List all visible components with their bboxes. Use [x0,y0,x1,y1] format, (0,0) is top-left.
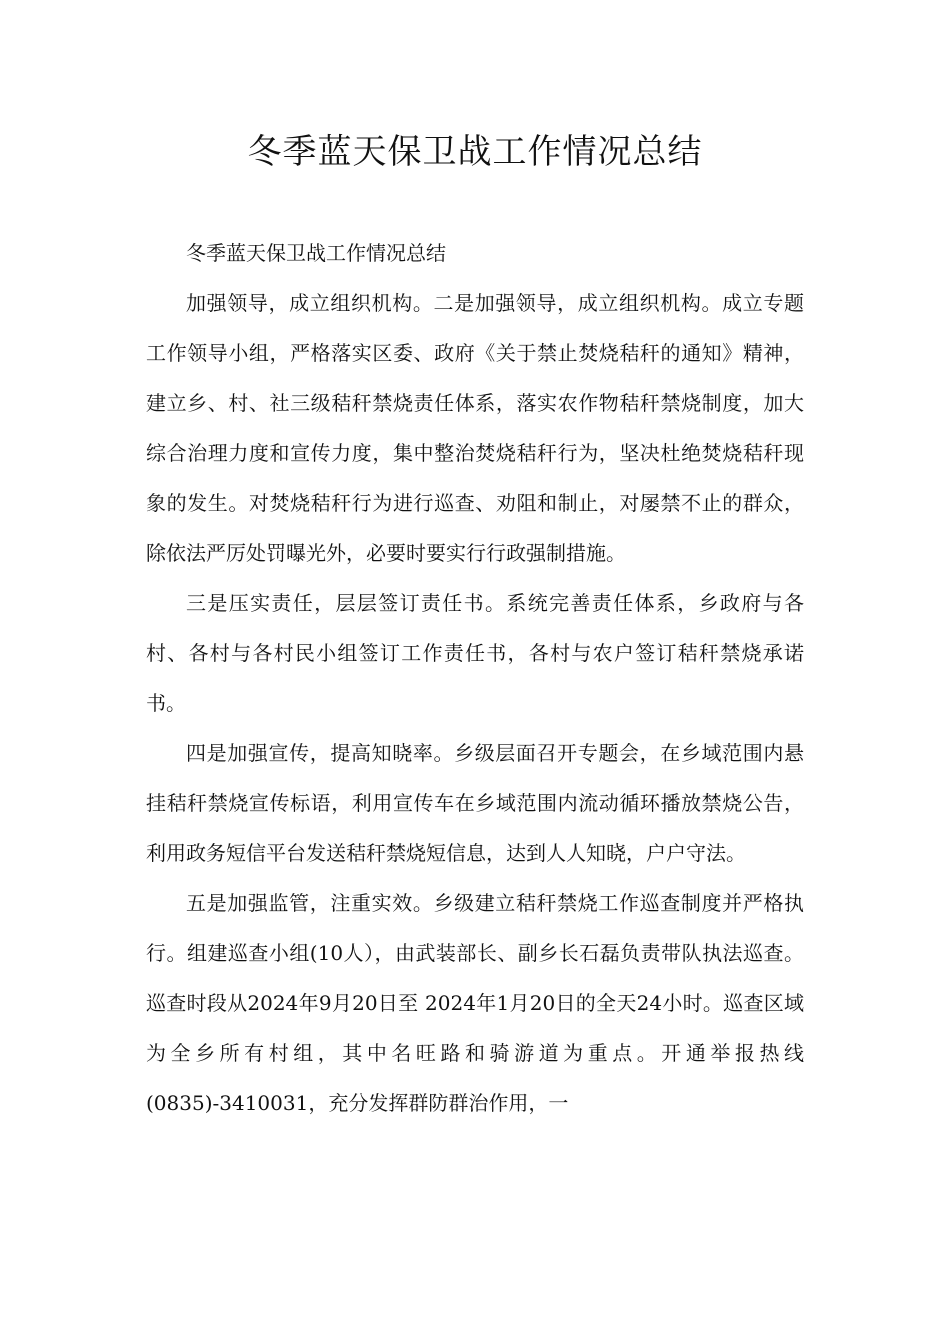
paragraph-responsibility: 三是压实责任，层层签订责任书。系统完善责任体系，乡政府与各村、各村与各村民小组签订工作责任书，各村与农户签订秸秆禁烧承诺书。 [146,591,804,715]
paragraph-subtitle: 冬季蓝天保卫战工作情况总结 [186,241,446,265]
document-body [146,228,804,1128]
document-title: 冬季蓝天保卫战工作情况总结 [247,132,703,172]
paragraph-publicity: 四是加强宣传，提高知晓率。乡级层面召开专题会，在乡域范围内悬挂秸秆禁烧宣传标语，利用宣传车在乡域范围内流动循环播放禁烧公告，利用政务短信平台发送秸秆禁烧短信息，达到人人知晓，户户守法。 [146,741,804,865]
paragraph-leadership: 加强领导，成立组织机构。二是加强领导，成立组织机构。成立专题工作领导小组，严格落实区委、政府《关于禁止焚烧秸秆的通知》精神，建立乡、村、社三级秸秆禁烧责任体系，落实农作物秸秆禁烧制度，加大综合治理力度和宣传力度，集中整治焚烧秸秆行为，坚决杜绝焚烧秸秆现象的发生。对焚烧秸秆行为进行巡查、劝阻和制止，对屡禁不止的群众，除依法严厉处罚曝光外，必要时要实行行政强制措施。 [146,291,804,565]
paragraph-supervision: 五是加强监管，注重实效。乡级建立秸秆禁烧工作巡查制度并严格执行。组建巡查小组(10人），由武装部长、副乡长石磊负责带队执法巡查。巡查时段从2024年9月20日至 2024年1月20日的全天24小时。巡查区域为全乡所有村组，其中名旺路和骑游道为重点。开通举报热线(0835)-3410031，充分发挥群防群治作用，一 [146,891,804,1115]
